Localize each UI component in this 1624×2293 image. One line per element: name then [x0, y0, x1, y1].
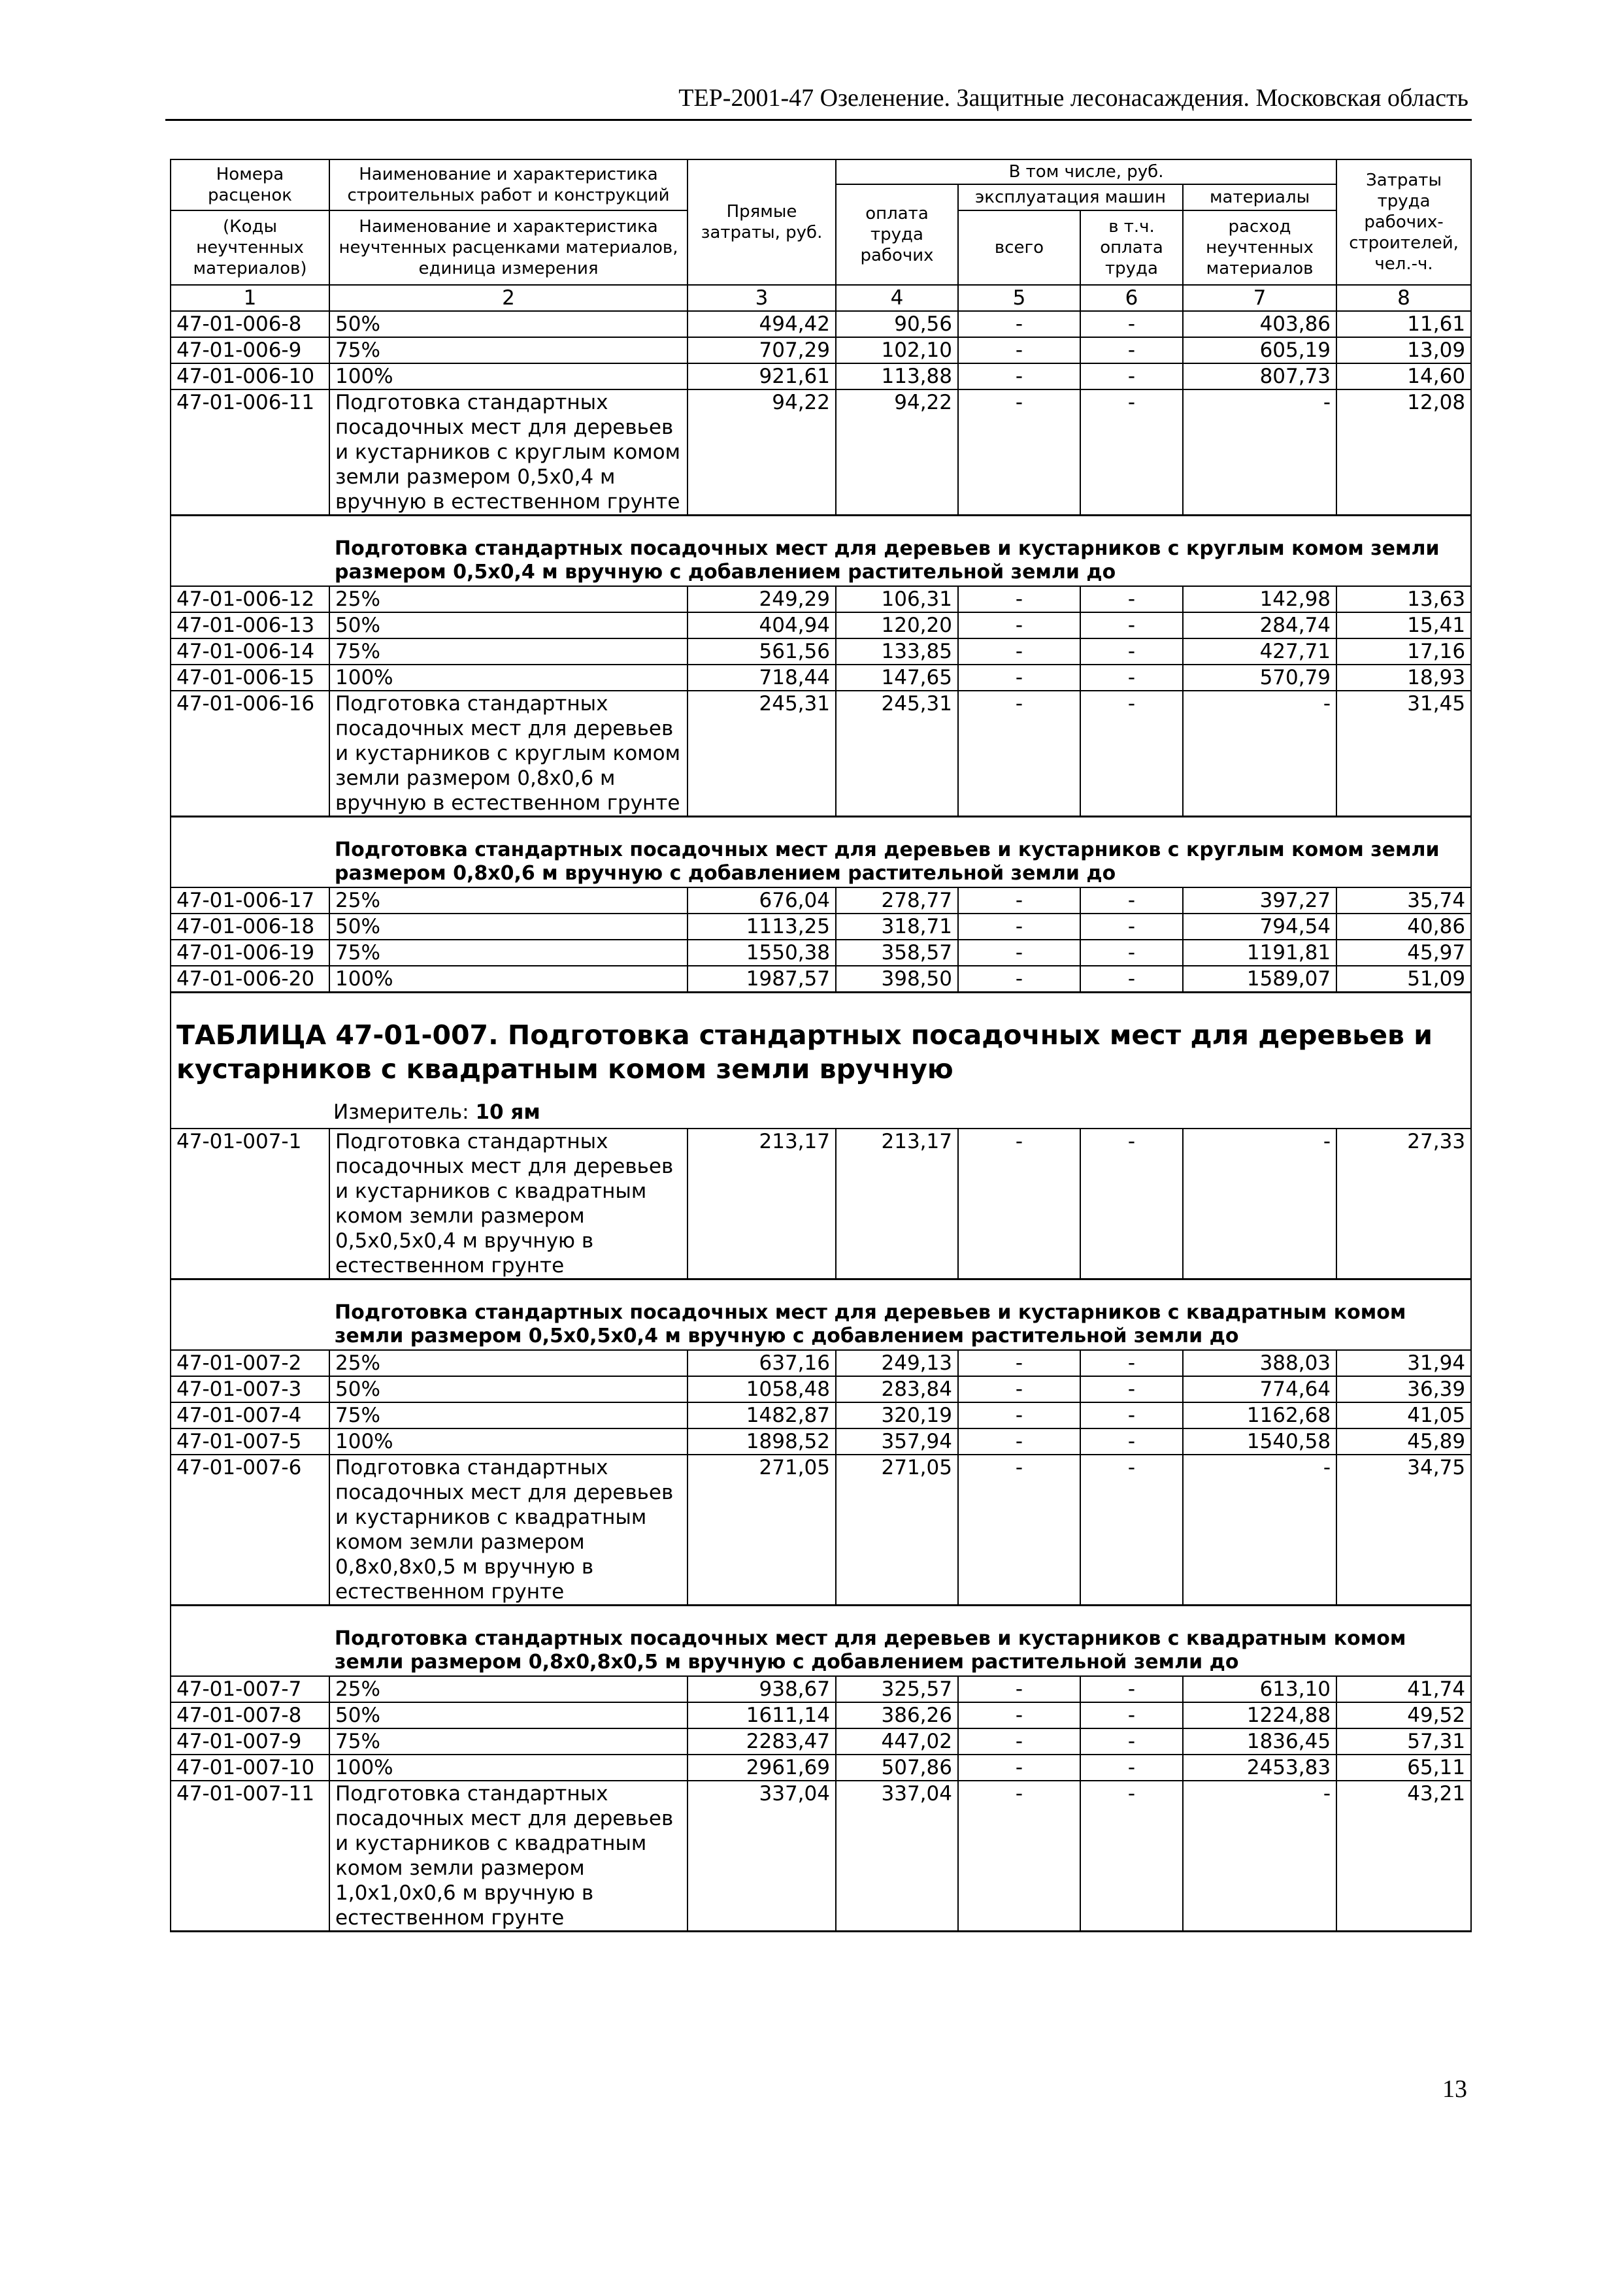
materials-cost: 613,10 [1183, 1676, 1336, 1702]
rate-description: 50% [329, 1376, 688, 1402]
machine-total: - [958, 966, 1080, 993]
subsection-row [171, 516, 1471, 587]
subsection-title: Подготовка стандартных посадочных мест для деревьев и кустарников с круглым комом земли размером 0,8х0,6 м вручную с добавлением растительной земли до [329, 817, 1471, 888]
machine-wages: - [1080, 940, 1183, 966]
table-row [171, 914, 1471, 940]
table-caption-title: ТАБЛИЦА 47-01-007. Подготовка стандартных посадочных мест для деревьев и кустарников с квадратным комом земли вручную [176, 1019, 1433, 1085]
labor-wages: 318,71 [836, 914, 958, 940]
materials-cost: 1540,58 [1183, 1428, 1336, 1455]
labor-wages: 337,04 [836, 1781, 958, 1932]
rate-code: 47-01-006-9 [171, 337, 329, 363]
rate-description: 25% [329, 1350, 688, 1376]
materials-cost: 1589,07 [1183, 966, 1336, 993]
labor-hours: 36,39 [1336, 1376, 1471, 1402]
machine-total: - [958, 914, 1080, 940]
table-row [171, 1428, 1471, 1455]
materials-cost: 1162,68 [1183, 1402, 1336, 1428]
rate-code: 47-01-006-15 [171, 665, 329, 691]
rate-description: 25% [329, 586, 688, 612]
column-number: 4 [836, 285, 958, 311]
machine-total: - [958, 1728, 1080, 1755]
table-row [171, 1728, 1471, 1755]
machine-wages: - [1080, 1781, 1183, 1932]
machine-total: - [958, 887, 1080, 914]
materials-cost: 284,74 [1183, 612, 1336, 638]
labor-hours: 27,33 [1336, 1129, 1471, 1279]
labor-wages: 249,13 [836, 1350, 958, 1376]
machine-wages: - [1080, 363, 1183, 389]
subsection-row [171, 817, 1471, 888]
machine-total: - [958, 311, 1080, 337]
header-row-1 [171, 159, 1471, 184]
labor-wages: 113,88 [836, 363, 958, 389]
labor-wages: 271,05 [836, 1455, 958, 1606]
labor-hours: 41,05 [1336, 1402, 1471, 1428]
table-row [171, 311, 1471, 337]
machine-wages: - [1080, 586, 1183, 612]
subsection-row [171, 1279, 1471, 1351]
machine-wages: - [1080, 311, 1183, 337]
rate-code: 47-01-007-10 [171, 1755, 329, 1781]
machine-wages: - [1080, 1728, 1183, 1755]
table-row [171, 1350, 1471, 1376]
labor-hours: 18,93 [1336, 665, 1471, 691]
rate-code: 47-01-006-10 [171, 363, 329, 389]
rate-code: 47-01-006-13 [171, 612, 329, 638]
direct-cost: 1482,87 [688, 1402, 836, 1428]
materials-cost: 1191,81 [1183, 940, 1336, 966]
rate-description: 50% [329, 914, 688, 940]
machine-wages: - [1080, 638, 1183, 665]
page-header: ТЕР-2001-47 Озеленение. Защитные лесонасаждения. Московская область [678, 84, 1468, 112]
machine-wages: - [1080, 1676, 1183, 1702]
machine-total: - [958, 691, 1080, 817]
labor-wages: 278,77 [836, 887, 958, 914]
column-number: 5 [958, 285, 1080, 311]
labor-hours: 57,31 [1336, 1728, 1471, 1755]
rate-description: 100% [329, 966, 688, 993]
col-code-header-top: Номера расценок [171, 159, 329, 210]
rate-code: 47-01-006-16 [171, 691, 329, 817]
machine-wages: - [1080, 1428, 1183, 1455]
direct-cost: 1058,48 [688, 1376, 836, 1402]
table-row [171, 691, 1471, 817]
labor-wages: 507,86 [836, 1755, 958, 1781]
table-row [171, 1781, 1471, 1932]
machine-total: - [958, 665, 1080, 691]
machine-wages: - [1080, 1129, 1183, 1279]
materials-cost: - [1183, 1781, 1336, 1932]
table-row [171, 940, 1471, 966]
labor-wages: 357,94 [836, 1428, 958, 1455]
direct-cost: 637,16 [688, 1350, 836, 1376]
rate-code: 47-01-007-3 [171, 1376, 329, 1402]
machine-wages: - [1080, 665, 1183, 691]
direct-cost: 1987,57 [688, 966, 836, 993]
rate-description: 100% [329, 1428, 688, 1455]
materials-cost: 794,54 [1183, 914, 1336, 940]
table-row [171, 363, 1471, 389]
rates-table [170, 159, 1472, 1932]
machine-wages: - [1080, 966, 1183, 993]
materials-cost: - [1183, 389, 1336, 516]
direct-cost: 707,29 [688, 337, 836, 363]
col-machines-total-header: всего [958, 210, 1080, 285]
labor-wages: 133,85 [836, 638, 958, 665]
machine-total: - [958, 1755, 1080, 1781]
rate-description: 25% [329, 1676, 688, 1702]
rate-description: Подготовка стандартных посадочных мест для деревьев и кустарников с квадратным комом земли размером 0,5х0,5х0,4 м вручную в естественном грунте [329, 1129, 688, 1279]
direct-cost: 676,04 [688, 887, 836, 914]
direct-cost: 494,42 [688, 311, 836, 337]
materials-cost: - [1183, 1129, 1336, 1279]
machine-total: - [958, 1676, 1080, 1702]
labor-hours: 12,08 [1336, 389, 1471, 516]
machine-total: - [958, 1129, 1080, 1279]
rate-code: 47-01-006-18 [171, 914, 329, 940]
labor-hours: 49,52 [1336, 1702, 1471, 1728]
measure-label: Измеритель: [333, 1100, 469, 1124]
direct-cost: 1898,52 [688, 1428, 836, 1455]
materials-cost: 605,19 [1183, 337, 1336, 363]
materials-cost: 774,64 [1183, 1376, 1336, 1402]
machine-total: - [958, 363, 1080, 389]
materials-cost: 397,27 [1183, 887, 1336, 914]
subsection-spacer [171, 1279, 329, 1351]
rate-description: Подготовка стандартных посадочных мест для деревьев и кустарников с круглым комом земли размером 0,8х0,6 м вручную в естественном грунте [329, 691, 688, 817]
measure-line [176, 1086, 1465, 1128]
machine-total: - [958, 612, 1080, 638]
measure-value: 10 ям [475, 1100, 540, 1124]
labor-hours: 45,97 [1336, 940, 1471, 966]
machine-wages: - [1080, 1402, 1183, 1428]
rate-code: 47-01-007-4 [171, 1402, 329, 1428]
direct-cost: 1550,38 [688, 940, 836, 966]
machine-total: - [958, 940, 1080, 966]
table-row [171, 887, 1471, 914]
materials-cost: 570,79 [1183, 665, 1336, 691]
rate-description: Подготовка стандартных посадочных мест для деревьев и кустарников с круглым комом земли размером 0,5х0,4 м вручную в естественном грунте [329, 389, 688, 516]
table-caption-row [171, 993, 1471, 1129]
rate-code: 47-01-007-7 [171, 1676, 329, 1702]
column-number: 1 [171, 285, 329, 311]
materials-cost: 1836,45 [1183, 1728, 1336, 1755]
machine-wages: - [1080, 612, 1183, 638]
rate-description: 50% [329, 1702, 688, 1728]
col-incl-header: В том числе, руб. [836, 159, 1336, 184]
machine-total: - [958, 1702, 1080, 1728]
direct-cost: 2961,69 [688, 1755, 836, 1781]
machine-total: - [958, 1428, 1080, 1455]
col-name-header-bottom: Наименование и характеристика неучтенных расценками материалов, единица измерения [329, 210, 688, 285]
rate-code: 47-01-006-8 [171, 311, 329, 337]
labor-wages: 386,26 [836, 1702, 958, 1728]
table-row [171, 1755, 1471, 1781]
rate-description: 75% [329, 1728, 688, 1755]
rate-code: 47-01-007-9 [171, 1728, 329, 1755]
table-row [171, 1455, 1471, 1606]
col-materials-unacc-header: расход неучтенных материалов [1183, 210, 1336, 285]
column-number: 8 [1336, 285, 1471, 311]
labor-hours: 13,09 [1336, 337, 1471, 363]
labor-hours: 35,74 [1336, 887, 1471, 914]
subsection-title: Подготовка стандартных посадочных мест для деревьев и кустарников с круглым комом земли размером 0,5х0,4 м вручную с добавлением растительной земли до [329, 516, 1471, 587]
materials-cost: 427,71 [1183, 638, 1336, 665]
direct-cost: 245,31 [688, 691, 836, 817]
machine-total: - [958, 389, 1080, 516]
rate-description: 50% [329, 311, 688, 337]
col-labor-header: Затраты труда рабочих-строителей, чел.-ч. [1336, 159, 1471, 285]
machine-total: - [958, 1402, 1080, 1428]
col-wages-header: оплата труда рабочих [836, 184, 958, 285]
machine-total: - [958, 1350, 1080, 1376]
page-number: 13 [1442, 2075, 1467, 2103]
table-row [171, 389, 1471, 516]
rate-description: Подготовка стандартных посадочных мест для деревьев и кустарников с квадратным комом земли размером 0,8х0,8х0,5 м вручную в естественном грунте [329, 1455, 688, 1606]
labor-hours: 43,21 [1336, 1781, 1471, 1932]
rate-code: 47-01-007-6 [171, 1455, 329, 1606]
table-row [171, 1376, 1471, 1402]
table-row [171, 337, 1471, 363]
labor-wages: 358,57 [836, 940, 958, 966]
labor-wages: 147,65 [836, 665, 958, 691]
column-number: 6 [1080, 285, 1183, 311]
labor-hours: 34,75 [1336, 1455, 1471, 1606]
labor-hours: 31,45 [1336, 691, 1471, 817]
machine-wages: - [1080, 1350, 1183, 1376]
labor-hours: 15,41 [1336, 612, 1471, 638]
labor-wages: 120,20 [836, 612, 958, 638]
table-body [171, 159, 1471, 1932]
labor-hours: 40,86 [1336, 914, 1471, 940]
machine-total: - [958, 586, 1080, 612]
rate-code: 47-01-007-2 [171, 1350, 329, 1376]
materials-cost: 807,73 [1183, 363, 1336, 389]
materials-cost: 142,98 [1183, 586, 1336, 612]
table-row [171, 966, 1471, 993]
labor-hours: 14,60 [1336, 363, 1471, 389]
labor-wages: 398,50 [836, 966, 958, 993]
labor-wages: 245,31 [836, 691, 958, 817]
column-number: 3 [688, 285, 836, 311]
machine-total: - [958, 638, 1080, 665]
machine-wages: - [1080, 1376, 1183, 1402]
direct-cost: 718,44 [688, 665, 836, 691]
direct-cost: 938,67 [688, 1676, 836, 1702]
table-row [171, 612, 1471, 638]
rate-code: 47-01-006-11 [171, 389, 329, 516]
table-caption [171, 993, 1471, 1129]
machine-wages: - [1080, 691, 1183, 817]
direct-cost: 404,94 [688, 612, 836, 638]
table-row [171, 638, 1471, 665]
table-row [171, 1402, 1471, 1428]
table-row [171, 1676, 1471, 1702]
direct-cost: 271,05 [688, 1455, 836, 1606]
direct-cost: 2283,47 [688, 1728, 836, 1755]
rate-code: 47-01-007-1 [171, 1129, 329, 1279]
col-materials-header: материалы [1183, 184, 1336, 210]
col-machines-header: эксплуатация машин [958, 184, 1183, 210]
labor-wages: 447,02 [836, 1728, 958, 1755]
labor-hours: 65,11 [1336, 1755, 1471, 1781]
column-number: 7 [1183, 285, 1336, 311]
labor-hours: 17,16 [1336, 638, 1471, 665]
rate-description: 100% [329, 363, 688, 389]
labor-hours: 41,74 [1336, 1676, 1471, 1702]
rate-description: 25% [329, 887, 688, 914]
rate-code: 47-01-007-8 [171, 1702, 329, 1728]
table-row [171, 665, 1471, 691]
subsection-title: Подготовка стандартных посадочных мест для деревьев и кустарников с квадратным комом земли размером 0,8х0,8х0,5 м вручную с добавлением растительной земли до [329, 1606, 1471, 1677]
rate-code: 47-01-006-19 [171, 940, 329, 966]
machine-wages: - [1080, 1702, 1183, 1728]
labor-hours: 13,63 [1336, 586, 1471, 612]
machine-wages: - [1080, 887, 1183, 914]
labor-wages: 320,19 [836, 1402, 958, 1428]
direct-cost: 213,17 [688, 1129, 836, 1279]
rate-code: 47-01-007-11 [171, 1781, 329, 1932]
labor-hours: 11,61 [1336, 311, 1471, 337]
machine-wages: - [1080, 337, 1183, 363]
rate-description: 75% [329, 1402, 688, 1428]
materials-cost: - [1183, 1455, 1336, 1606]
table-row [171, 1702, 1471, 1728]
labor-wages: 325,57 [836, 1676, 958, 1702]
rate-code: 47-01-007-5 [171, 1428, 329, 1455]
materials-cost: 2453,83 [1183, 1755, 1336, 1781]
col-machines-wages-header: в т.ч. оплата труда [1080, 210, 1183, 285]
direct-cost: 94,22 [688, 389, 836, 516]
subsection-spacer [171, 516, 329, 587]
labor-hours: 51,09 [1336, 966, 1471, 993]
col-direct-header: Прямые затраты, руб. [688, 159, 836, 285]
rate-description: Подготовка стандартных посадочных мест для деревьев и кустарников с квадратным комом земли размером 1,0х1,0х0,6 м вручную в естественном грунте [329, 1781, 688, 1932]
materials-cost: 1224,88 [1183, 1702, 1336, 1728]
subsection-title: Подготовка стандартных посадочных мест для деревьев и кустарников с квадратным комом земли размером 0,5х0,5х0,4 м вручную с добавлением растительной земли до [329, 1279, 1471, 1351]
direct-cost: 1611,14 [688, 1702, 836, 1728]
machine-total: - [958, 1455, 1080, 1606]
rate-description: 75% [329, 940, 688, 966]
direct-cost: 1113,25 [688, 914, 836, 940]
table-row [171, 586, 1471, 612]
labor-wages: 102,10 [836, 337, 958, 363]
direct-cost: 337,04 [688, 1781, 836, 1932]
table-row [171, 1129, 1471, 1279]
labor-wages: 94,22 [836, 389, 958, 516]
rate-code: 47-01-006-17 [171, 887, 329, 914]
machine-total: - [958, 1376, 1080, 1402]
rate-description: 100% [329, 665, 688, 691]
labor-wages: 283,84 [836, 1376, 958, 1402]
labor-wages: 90,56 [836, 311, 958, 337]
machine-wages: - [1080, 389, 1183, 516]
direct-cost: 249,29 [688, 586, 836, 612]
direct-cost: 921,61 [688, 363, 836, 389]
materials-cost: 388,03 [1183, 1350, 1336, 1376]
materials-cost: 403,86 [1183, 311, 1336, 337]
rate-code: 47-01-006-12 [171, 586, 329, 612]
machine-wages: - [1080, 1755, 1183, 1781]
rate-description: 75% [329, 337, 688, 363]
labor-wages: 106,31 [836, 586, 958, 612]
rate-description: 75% [329, 638, 688, 665]
subsection-row [171, 1606, 1471, 1677]
machine-total: - [958, 1781, 1080, 1932]
subsection-spacer [171, 1606, 329, 1677]
column-number: 2 [329, 285, 688, 311]
machine-total: - [958, 337, 1080, 363]
subsection-spacer [171, 817, 329, 888]
labor-wages: 213,17 [836, 1129, 958, 1279]
machine-wages: - [1080, 914, 1183, 940]
direct-cost: 561,56 [688, 638, 836, 665]
col-code-header-bottom: (Коды неучтенных материалов) [171, 210, 329, 285]
rate-description: 100% [329, 1755, 688, 1781]
labor-hours: 45,89 [1336, 1428, 1471, 1455]
col-name-header-top: Наименование и характеристика строительных работ и конструкций [329, 159, 688, 210]
header-rule [165, 119, 1472, 121]
rate-code: 47-01-006-20 [171, 966, 329, 993]
labor-hours: 31,94 [1336, 1350, 1471, 1376]
rate-code: 47-01-006-14 [171, 638, 329, 665]
materials-cost: - [1183, 691, 1336, 817]
machine-wages: - [1080, 1455, 1183, 1606]
rate-description: 50% [329, 612, 688, 638]
column-number-row [171, 285, 1471, 311]
